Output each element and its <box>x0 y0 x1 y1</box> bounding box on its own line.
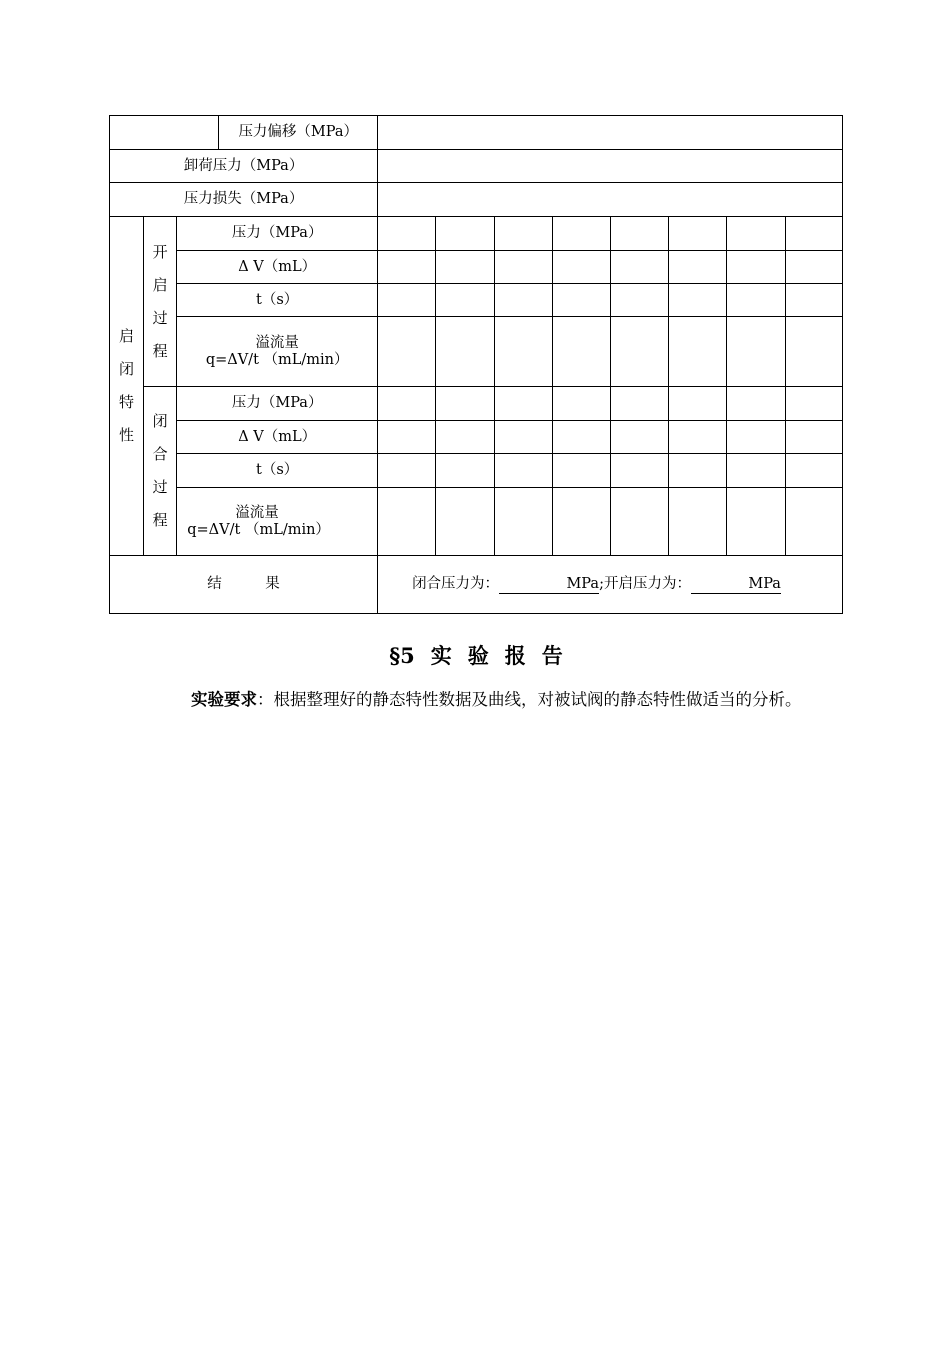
requirement-paragraph: 实验要求：根据整理好的静态特性数据及曲线，对被试阀的静态特性做适当的分析。 <box>191 690 802 709</box>
data-cell[interactable] <box>611 284 669 317</box>
data-cell[interactable] <box>669 284 727 317</box>
data-cell[interactable] <box>378 387 436 421</box>
data-cell[interactable] <box>494 387 552 421</box>
requirement-body: 根据整理好的静态特性数据及曲线，对被试阀的静态特性做适当的分析。 <box>273 690 802 709</box>
data-cell[interactable] <box>669 387 727 421</box>
opening-process-label: 开 启 过 程 <box>144 217 177 387</box>
data-cell[interactable] <box>378 454 436 488</box>
data-cell[interactable] <box>785 317 842 387</box>
data-cell[interactable] <box>611 387 669 421</box>
flow-label-line-2: q=ΔV/t （mL/min） <box>187 521 330 538</box>
closing-pressure-blank[interactable]: MPa <box>499 575 599 594</box>
data-cell[interactable] <box>611 251 669 284</box>
data-cell[interactable] <box>669 454 727 488</box>
data-cell[interactable] <box>785 251 842 284</box>
data-cell[interactable] <box>552 421 610 454</box>
data-cell[interactable] <box>727 387 785 421</box>
data-cell[interactable] <box>436 454 494 488</box>
data-cell[interactable] <box>494 284 552 317</box>
data-cell[interactable] <box>552 217 610 251</box>
data-cell[interactable] <box>378 284 436 317</box>
data-cell[interactable] <box>494 317 552 387</box>
data-cell[interactable] <box>436 317 494 387</box>
separator: ; <box>599 576 604 592</box>
data-cell[interactable] <box>727 251 785 284</box>
data-cell[interactable] <box>669 217 727 251</box>
data-cell[interactable] <box>727 421 785 454</box>
flow-label-line-1: 溢流量 <box>255 334 299 351</box>
opening-flow-row-label <box>177 317 378 387</box>
flow-label-line-1: 溢流量 <box>235 504 279 521</box>
data-cell[interactable] <box>669 421 727 454</box>
data-cell[interactable] <box>552 488 610 556</box>
closing-pressure-text: 闭合压力为： <box>412 576 500 592</box>
data-cell[interactable] <box>494 488 552 556</box>
data-cell[interactable] <box>785 454 842 488</box>
pressure-loss-value[interactable] <box>378 183 843 217</box>
data-cell[interactable] <box>727 284 785 317</box>
data-cell[interactable] <box>494 421 552 454</box>
data-cell[interactable] <box>727 454 785 488</box>
data-cell[interactable] <box>552 284 610 317</box>
data-cell[interactable] <box>727 217 785 251</box>
data-cell[interactable] <box>552 454 610 488</box>
data-cell[interactable] <box>552 387 610 421</box>
data-cell[interactable] <box>785 387 842 421</box>
flow-label-line-2: q=ΔV/t （mL/min） <box>205 351 349 368</box>
data-cell[interactable] <box>378 217 436 251</box>
data-cell[interactable] <box>611 421 669 454</box>
data-cell[interactable] <box>436 488 494 556</box>
data-cell[interactable] <box>669 488 727 556</box>
data-cell[interactable] <box>436 284 494 317</box>
data-cell[interactable] <box>436 387 494 421</box>
data-cell[interactable] <box>785 217 842 251</box>
data-cell[interactable] <box>378 488 436 556</box>
opening-pressure-row-label: 压力（MPa） <box>177 217 378 251</box>
section-number: §5 <box>389 643 415 668</box>
section-title: §5 实 验 报 告 <box>389 643 563 668</box>
data-cell[interactable] <box>611 488 669 556</box>
data-cell[interactable] <box>494 217 552 251</box>
data-cell[interactable] <box>378 317 436 387</box>
closing-pressure-row-label: 压力（MPa） <box>177 387 378 421</box>
opening-pressure-blank[interactable]: MPa <box>691 575 781 594</box>
data-cell[interactable] <box>552 317 610 387</box>
data-cell[interactable] <box>436 251 494 284</box>
data-cell[interactable] <box>669 317 727 387</box>
unload-pressure-label: 卸荷压力（MPa） <box>110 150 378 183</box>
data-cell[interactable] <box>727 488 785 556</box>
data-cell[interactable] <box>785 284 842 317</box>
closing-dv-row-label: Δ V（mL） <box>177 421 378 454</box>
opening-t-row-label: t（s） <box>177 284 378 317</box>
data-sheet-table <box>109 115 843 614</box>
result-label: 结 果 <box>110 556 378 614</box>
unload-pressure-value[interactable] <box>378 150 843 183</box>
blank-cell <box>110 116 219 150</box>
data-cell[interactable] <box>494 251 552 284</box>
data-cell[interactable] <box>727 317 785 387</box>
data-cell[interactable] <box>378 421 436 454</box>
result-value-cell <box>378 556 843 614</box>
data-cell[interactable] <box>378 251 436 284</box>
open-close-characteristics-label: 启 闭 特 性 <box>110 217 144 556</box>
data-cell[interactable] <box>436 217 494 251</box>
data-cell[interactable] <box>436 421 494 454</box>
pressure-offset-label: 压力偏移（MPa） <box>219 116 378 150</box>
data-cell[interactable] <box>785 488 842 556</box>
closing-process-label: 闭 合 过 程 <box>144 387 177 556</box>
data-cell[interactable] <box>611 454 669 488</box>
opening-dv-row-label: Δ V（mL） <box>177 251 378 284</box>
data-cell[interactable] <box>494 454 552 488</box>
data-cell[interactable] <box>669 251 727 284</box>
closing-t-row-label: t（s） <box>177 454 378 488</box>
data-cell[interactable] <box>611 217 669 251</box>
data-cell[interactable] <box>611 317 669 387</box>
closing-flow-row-label <box>177 488 378 556</box>
data-cell[interactable] <box>785 421 842 454</box>
requirement-lead: 实验要求 <box>191 690 257 709</box>
pressure-offset-value[interactable] <box>378 116 843 150</box>
opening-pressure-text: 开启压力为： <box>603 576 691 592</box>
data-cell[interactable] <box>552 251 610 284</box>
pressure-loss-label: 压力损失（MPa） <box>110 183 378 217</box>
